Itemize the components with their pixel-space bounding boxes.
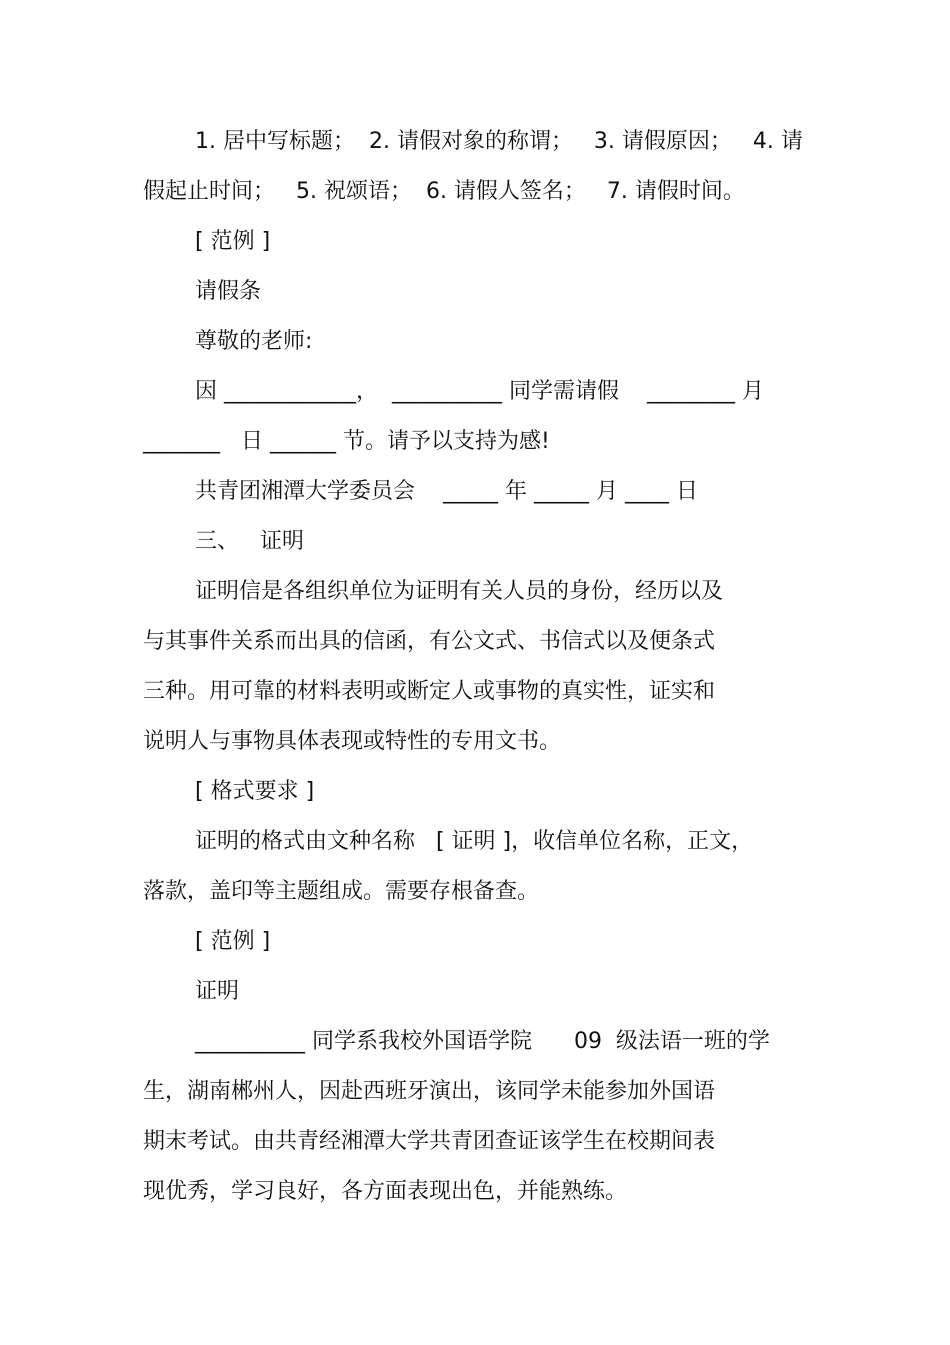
- example-label: [ 范例 ]: [195, 929, 271, 954]
- paragraph-line: 落款，盖印等主题组成。需要存根备查。: [143, 879, 540, 904]
- certificate-body-line: 现优秀，学习良好，各方面表现出色，并能熟练。: [143, 1179, 628, 1204]
- leave-note-title: 请假条: [195, 279, 262, 304]
- leave-note-body-1: 因 ____________， __________ 同学需请假 ________ 月: [195, 379, 764, 404]
- paragraph-line: 证明的格式由文种名称 [ 证明 ]，收信单位名称，正文，: [195, 829, 754, 854]
- paragraph-line: 说明人与事物具体表现或特性的专用文书。: [143, 729, 562, 754]
- leave-note-body-2: _______ 日 ______ 节。请予以支持为感!: [143, 429, 550, 454]
- certificate-body-line: 期末考试。由共青经湘潭大学共青团查证该学生在校期间表: [143, 1129, 716, 1154]
- example-label: [ 范例 ]: [195, 229, 271, 254]
- format-requirements-label: [ 格式要求 ]: [195, 779, 315, 804]
- text-line-format-items-1: 1. 居中写标题； 2. 请假对象的称谓； 3. 请假原因； 4. 请: [195, 129, 803, 154]
- certificate-body-line: 生，湖南郴州人，因赴西班牙演出，该同学未能参加外国语: [143, 1079, 716, 1104]
- paragraph-line: 三种。用可靠的材料表明或断定人或事物的真实性，证实和: [143, 679, 716, 704]
- certificate-title: 证明: [195, 979, 240, 1004]
- certificate-body-line: __________ 同学系我校外国语学院 09 级法语一班的学: [195, 1029, 770, 1054]
- salutation: 尊敬的老师:: [195, 329, 313, 354]
- paragraph-line: 与其事件关系而出具的信函，有公文式、书信式以及便条式: [143, 629, 716, 654]
- text-line-format-items-2: 假起止时间； 5. 祝颂语； 6. 请假人签名； 7. 请假时间。: [143, 179, 745, 204]
- section-heading-certificate: 三、 证明: [195, 529, 304, 554]
- paragraph-line: 证明信是各组织单位为证明有关人员的身份，经历以及: [195, 579, 724, 604]
- leave-note-signature: 共青团湘潭大学委员会 _____ 年 _____ 月 ____ 日: [195, 479, 698, 504]
